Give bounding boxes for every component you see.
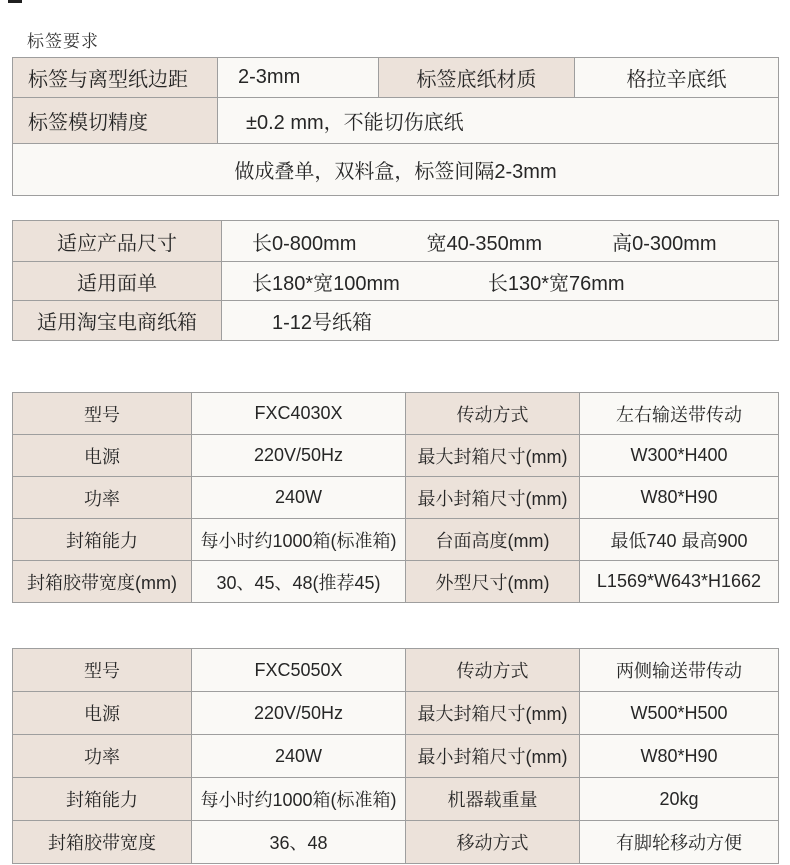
table-row: [13, 434, 778, 476]
spec-value: 240W: [191, 477, 405, 518]
top-edge-artifact: [8, 0, 22, 3]
spec-label: 电源: [13, 435, 191, 476]
table-row: [13, 777, 778, 820]
spec-label: 型号: [13, 393, 191, 434]
spec-value: 30、45、48(推荐45): [191, 561, 405, 602]
spec-value: 每小时约1000箱(标准箱): [191, 778, 405, 820]
spec-value: 两侧输送带传动: [579, 649, 778, 691]
table-row: [13, 143, 778, 195]
table-row: [13, 97, 778, 143]
spec-value: 高0-300mm: [612, 232, 717, 255]
table-row: [13, 518, 778, 560]
spec-value: 2-3mm: [217, 58, 378, 97]
spec-label: 型号: [13, 649, 191, 691]
spec-label: 封箱能力: [13, 519, 191, 560]
spec-value: 格拉辛底纸: [574, 58, 778, 97]
table-row: [13, 261, 778, 300]
spec-value-group: [221, 301, 778, 340]
table-row: [13, 221, 778, 261]
spec-value: W500*H500: [579, 692, 778, 734]
spec-label: 移动方式: [405, 821, 579, 863]
table-row: [13, 58, 778, 97]
label-requirements-table: [12, 57, 779, 196]
spec-value: 做成叠单，双料盒，标签间隔2-3mm: [234, 161, 557, 183]
spec-label: 封箱能力: [13, 778, 191, 820]
spec-label: 最大封箱尺寸(mm): [405, 692, 579, 734]
spec-value: 36、48: [191, 821, 405, 863]
spec-value: 长180*宽100mm: [252, 272, 400, 295]
table-row: [13, 393, 778, 434]
spec-value: 长0-800mm: [252, 232, 357, 255]
spec-label: 电源: [13, 692, 191, 734]
spec-value: 220V/50Hz: [191, 692, 405, 734]
spec-value: W80*H90: [579, 477, 778, 518]
spec-value: W80*H90: [579, 735, 778, 777]
table-row: [13, 300, 778, 340]
table-row: [13, 649, 778, 691]
spec-label: 封箱胶带宽度: [13, 821, 191, 863]
spec-table-fxc4030x: [12, 392, 779, 603]
spec-value: 长130*宽76mm: [487, 272, 625, 295]
spec-value: FXC5050X: [191, 649, 405, 691]
spec-value: 220V/50Hz: [191, 435, 405, 476]
spec-label: 最大封箱尺寸(mm): [405, 435, 579, 476]
table-row: [13, 560, 778, 602]
spec-label: 传动方式: [405, 649, 579, 691]
spec-label: 最小封箱尺寸(mm): [405, 477, 579, 518]
spec-value: L1569*W643*H1662: [579, 561, 778, 602]
spec-label: 标签模切精度: [13, 98, 217, 143]
spec-label: 功率: [13, 735, 191, 777]
spec-value: W300*H400: [579, 435, 778, 476]
spec-value-group: [221, 221, 778, 261]
spec-label: 适用淘宝电商纸箱: [13, 301, 221, 340]
spec-value: FXC4030X: [191, 393, 405, 434]
spec-label: 适用面单: [13, 262, 221, 300]
spec-value-group: [221, 262, 778, 300]
spec-label: 标签与离型纸边距: [13, 58, 217, 97]
spec-value: ±0.2 mm，不能切伤底纸: [217, 98, 778, 143]
spec-value: 宽40-350mm: [426, 232, 543, 255]
page-title: 标签要求: [27, 32, 99, 51]
spec-value: 1-12号纸箱: [272, 312, 373, 334]
table-row: [13, 476, 778, 518]
spec-value: 最低740 最高900: [579, 519, 778, 560]
spec-value: 240W: [191, 735, 405, 777]
table-row: [13, 691, 778, 734]
spec-label: 标签底纸材质: [378, 58, 574, 97]
product-size-table: [12, 220, 779, 341]
table-row: [13, 734, 778, 777]
spec-label: 传动方式: [405, 393, 579, 434]
spec-value: 左右输送带传动: [579, 393, 778, 434]
spec-label: 适应产品尺寸: [13, 221, 221, 261]
spec-label: 封箱胶带宽度(mm): [13, 561, 191, 602]
spec-label: 最小封箱尺寸(mm): [405, 735, 579, 777]
spec-label: 功率: [13, 477, 191, 518]
spec-label: 外型尺寸(mm): [405, 561, 579, 602]
spec-value: 每小时约1000箱(标准箱): [191, 519, 405, 560]
spec-label: 台面高度(mm): [405, 519, 579, 560]
spec-table-fxc5050x: [12, 648, 779, 864]
spec-value: 20kg: [579, 778, 778, 820]
spec-value: 有脚轮移动方便: [579, 821, 778, 863]
spec-label: 机器载重量: [405, 778, 579, 820]
table-row: [13, 820, 778, 863]
